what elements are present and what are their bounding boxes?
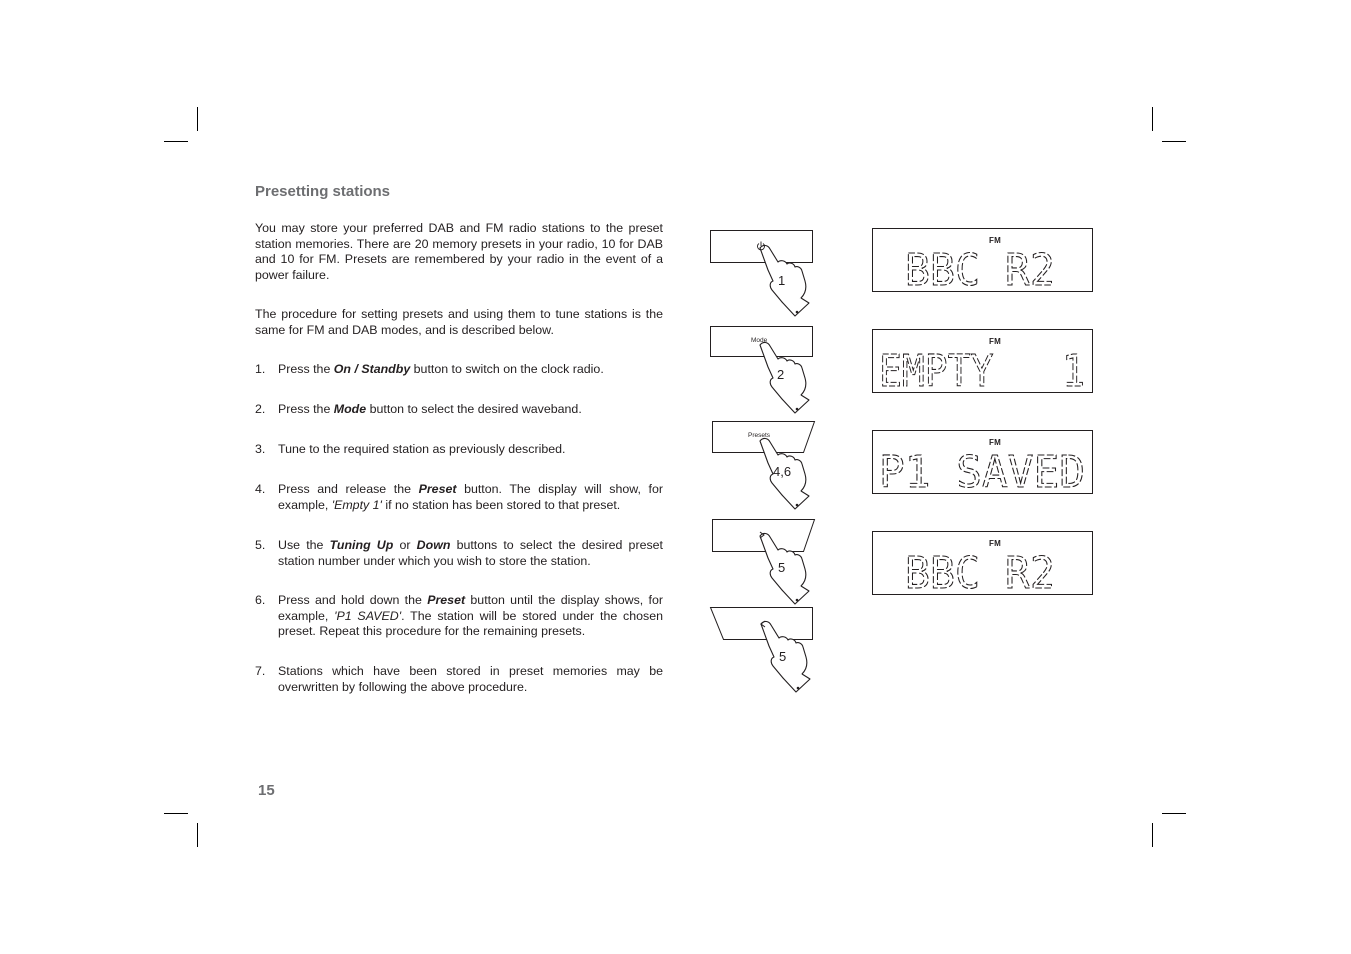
step-number: 5. — [255, 538, 266, 552]
step-callout: 2 — [777, 367, 785, 382]
crop-mark — [1152, 107, 1153, 131]
step-number: 4. — [255, 482, 266, 496]
crop-mark — [1162, 141, 1186, 142]
power-icon — [756, 241, 766, 251]
lcd-display — [872, 531, 1093, 599]
step-item: 1. Press the On / Standby button to switch on the clock radio. — [255, 362, 604, 376]
step-callout: 5 — [779, 649, 787, 664]
page-number: 15 — [258, 782, 275, 799]
crop-mark — [1152, 823, 1153, 847]
section-title: Presetting stations — [255, 183, 391, 200]
lcd-display — [872, 228, 1093, 296]
mode-button-label: Mode — [751, 337, 768, 344]
step-number: 3. — [255, 442, 266, 456]
presets-button-illustration — [705, 420, 820, 506]
step-callout: 4,6 — [773, 464, 792, 479]
lcd-text: P1 SAVED — [879, 447, 1085, 498]
presets-button-label: Presets — [748, 432, 771, 439]
step-number: 1. — [255, 362, 266, 376]
crop-mark — [1162, 813, 1186, 814]
step-item: 7. Stations which have been stored in preset memories may be overwritten by following the above procedure. — [255, 664, 663, 694]
fm-indicator: FM — [989, 438, 1002, 447]
lcd-text: BBC R2 — [905, 245, 1055, 296]
intro-paragraph: The procedure for setting presets and using them to tune stations is the same for FM and DAB modes, and is described below. — [255, 307, 663, 337]
lcd-display — [872, 430, 1093, 498]
step-item: 5. Use the Tuning Up or Down buttons to select the desired preset station number under which you wish to store the station. — [255, 538, 663, 568]
step-number: 6. — [255, 593, 266, 607]
lcd-text: BBC R2 — [905, 548, 1055, 599]
intro-paragraph: You may store your preferred DAB and FM radio stations to the preset station memories. There are 20 memory presets in your radio, 10 for DAB and 10 for FM. Presets are remembered by your radio in the event of a power failure. — [255, 221, 663, 282]
crop-mark — [164, 813, 188, 814]
mode-button-illustration — [705, 325, 820, 411]
step-number: 2. — [255, 402, 266, 416]
step-number: 7. — [255, 664, 266, 678]
fm-indicator: FM — [989, 236, 1002, 245]
crop-mark — [197, 107, 198, 131]
lcd-display — [872, 329, 1093, 397]
fm-indicator: FM — [989, 337, 1002, 346]
step-callout: 1 — [778, 273, 786, 288]
chevron-left-icon — [759, 620, 767, 628]
step-callout: 5 — [778, 560, 786, 575]
step-item: 3. Tune to the required station as previously described. — [255, 442, 566, 456]
tuning-up-button-illustration — [705, 518, 820, 604]
step-item: 6. Press and hold down the Preset button until the display shows, for example, 'P1 SAVED'. The station will be stored under the chosen preset. Repeat this procedure for the remaining presets. — [255, 593, 663, 638]
crop-mark — [197, 823, 198, 847]
step-item: 2. Press the Mode button to select the desired waveband. — [255, 402, 582, 416]
lcd-text: EMPTY 1 — [879, 346, 1085, 397]
crop-mark — [164, 141, 188, 142]
tuning-down-button-illustration — [705, 606, 820, 692]
chevron-right-icon — [758, 531, 766, 539]
step-item: 4. Press and release the Preset button. The display will show, for example, 'Empty 1' if no station has been stored to that preset. — [255, 482, 663, 512]
fm-indicator: FM — [989, 539, 1002, 548]
power-button-illustration — [705, 229, 820, 315]
